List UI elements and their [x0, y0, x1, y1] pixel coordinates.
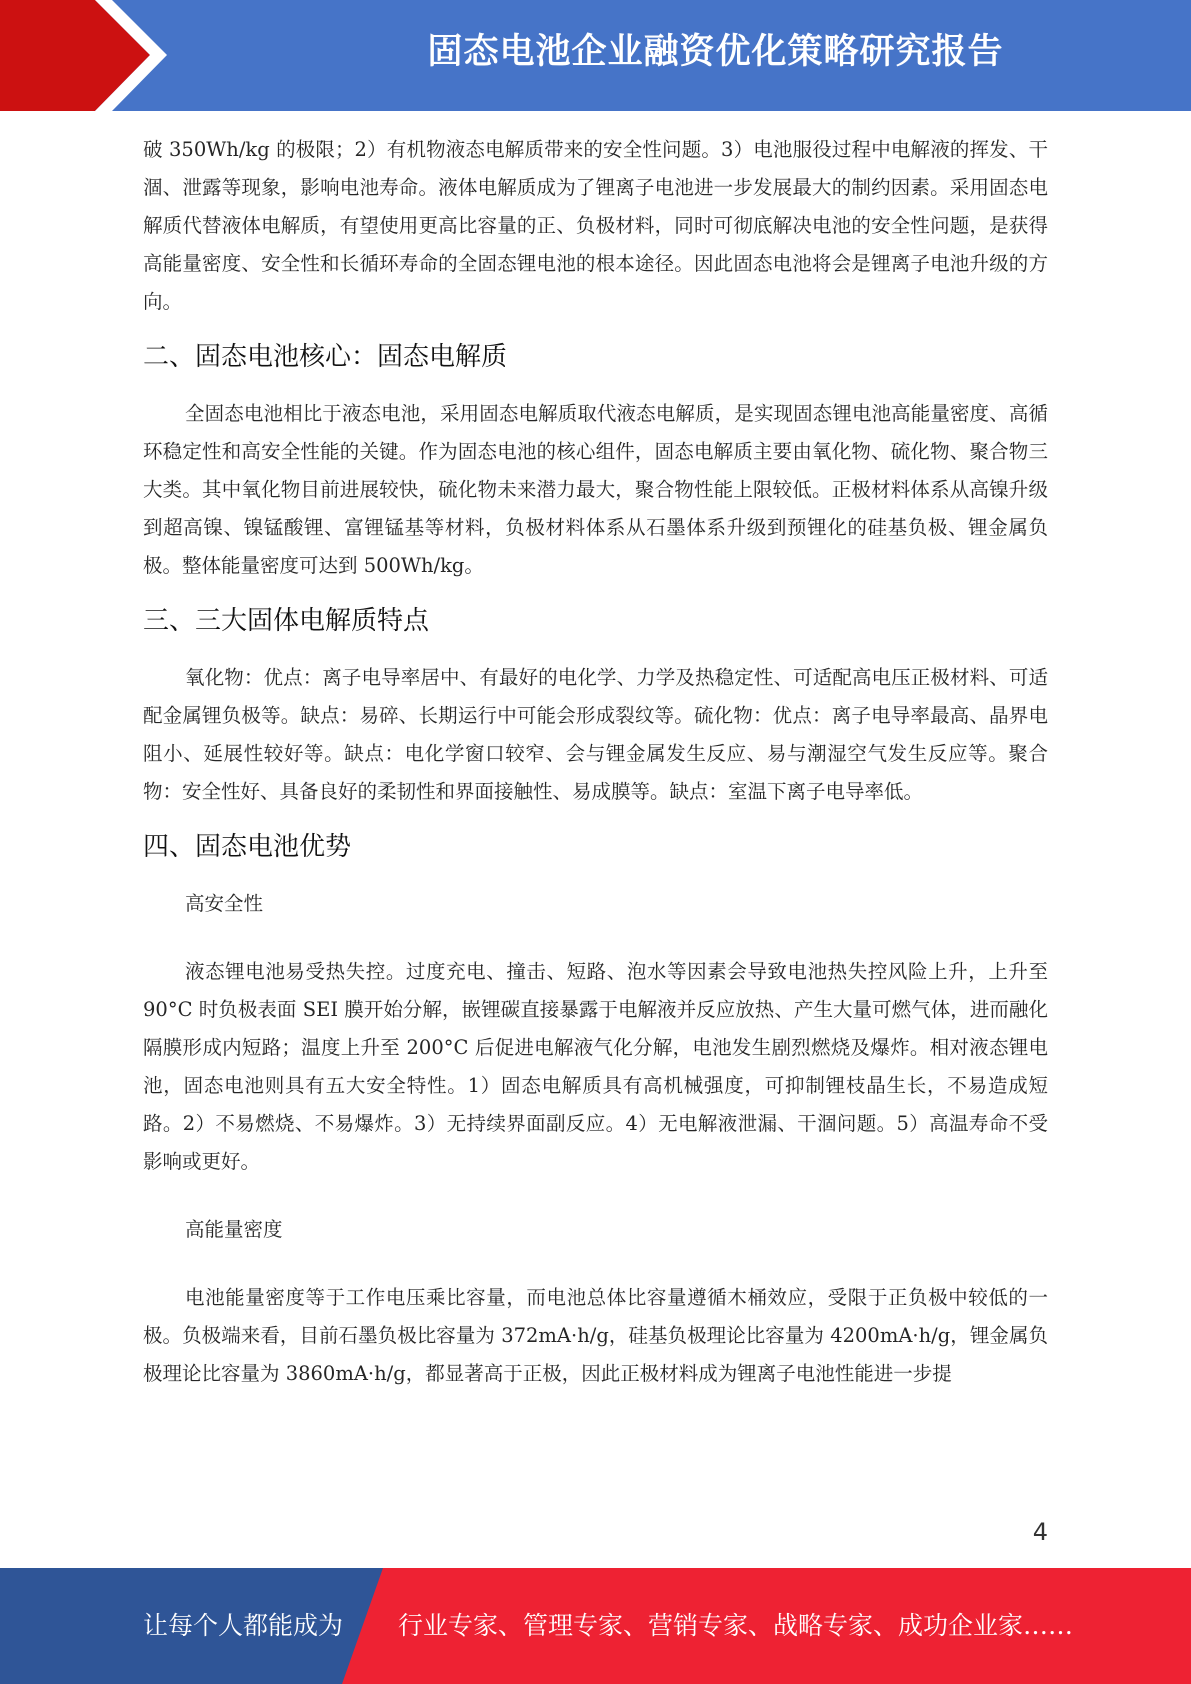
- page-header: [0, 0, 1191, 111]
- subheading-safety: 高安全性: [185, 892, 264, 915]
- footer-slogan-left: 让每个人都能成为: [143, 1611, 344, 1640]
- paragraph-energy-density: 电池能量密度等于工作电压乘比容量，而电池总体比容量遵循木桶效应，受限于正负极中较低的一极。负极端来看，目前石墨负极比容量为 372mA·h/g，硅基负极理论比容量为 4200mA·h/g，锂金属负极理论比容量为 3860mA·h/g，都显著高于正极，因此正极材料成为锂离子电池性能进一步提: [143, 1286, 1048, 1385]
- subheading-energy-density: 高能量密度: [185, 1218, 283, 1241]
- document-body: [143, 131, 1048, 1393]
- page-footer: [0, 1568, 1191, 1684]
- section-heading-2: 二、固态电池核心：固态电解质: [143, 342, 508, 372]
- section-heading-4: 四、固态电池优势: [143, 832, 352, 862]
- footer-slogan-right: 行业专家、管理专家、营销专家、战略专家、成功企业家……: [398, 1611, 1074, 1640]
- paragraph-intro: 破 350Wh/kg 的极限；2）有机物液态电解质带来的安全性问题。3）电池服役过程中电解液的挥发、干涸、泄露等现象，影响电池寿命。液体电解质成为了锂离子电池进一步发展最大的制约因素。采用固态电解质代替液体电解质，有望使用更高比容量的正、负极材料，同时可彻底解决电池的安全性问题，是获得高能量密度、安全性和长循环寿命的全固态锂电池的根本途径。因此固态电池将会是锂离子电池升级的方向。: [143, 138, 1048, 313]
- paragraph-solid-electrolyte: 全固态电池相比于液态电池，采用固态电解质取代液态电解质，是实现固态锂电池高能量密度、高循环稳定性和高安全性能的关键。作为固态电池的核心组件，固态电解质主要由氧化物、硫化物、聚合物三大类。其中氧化物目前进展较快，硫化物未来潜力最大，聚合物性能上限较低。正极材料体系从高镍升级到超高镍、镍锰酸锂、富锂锰基等材料，负极材料体系从石墨体系升级到预锂化的硅基负极、锂金属负极。整体能量密度可达到 500Wh/kg。: [143, 402, 1048, 577]
- paragraph-safety: 液态锂电池易受热失控。过度充电、撞击、短路、泡水等因素会导致电池热失控风险上升，上升至 90°C 时负极表面 SEI 膜开始分解，嵌锂碳直接暴露于电解液并反应放热、产生大量可燃气体，进而融化隔膜形成内短路；温度上升至 200°C 后促进电解液气化分解，电池发生剧烈燃烧及爆炸。相对液态锂电池，固态电池则具有五大安全特性。1）固态电解质具有高机械强度，可抑制锂枝晶生长，不易造成短路。2）不易燃烧、不易爆炸。3）无持续界面副反应。4）无电解液泄漏、干涸问题。5）高温寿命不受影响或更好。: [143, 960, 1048, 1173]
- report-title: 固态电池企业融资优化策略研究报告: [427, 32, 1004, 72]
- page-number: 4: [1032, 1518, 1048, 1546]
- section-heading-3: 三、三大固体电解质特点: [143, 606, 430, 636]
- paragraph-electrolyte-types: 氧化物：优点：离子电导率居中、有最好的电化学、力学及热稳定性、可适配高电压正极材料、可适配金属锂负极等。缺点：易碎、长期运行中可能会形成裂纹等。硫化物：优点：离子电导率最高、晶界电阻小、延展性较好等。缺点：电化学窗口较窄、会与锂金属发生反应、易与潮湿空气发生反应等。聚合物：安全性好、具备良好的柔韧性和界面接触性、易成膜等。缺点：室温下离子电导率低。: [143, 666, 1048, 803]
